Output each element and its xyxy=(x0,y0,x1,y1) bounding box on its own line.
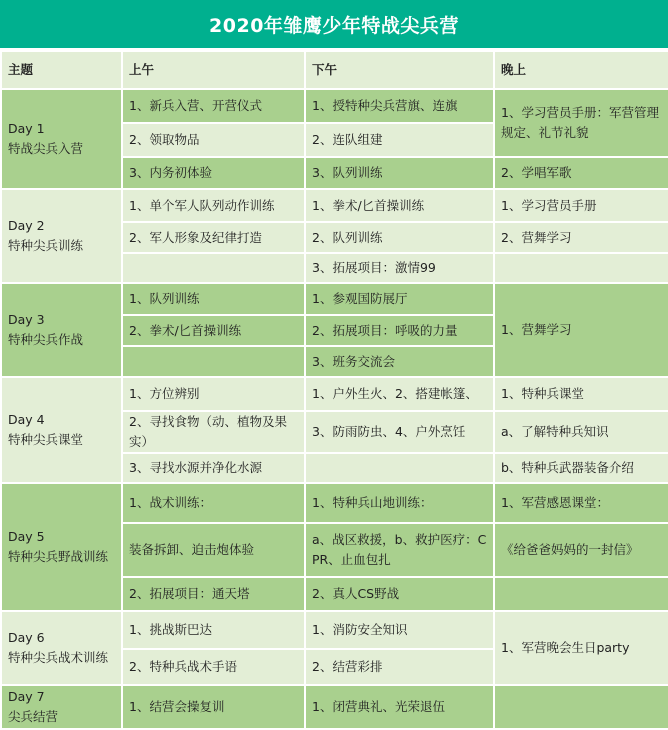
day-theme-name: 特种尖兵作战 xyxy=(8,332,84,347)
title-bar xyxy=(0,0,668,50)
evening-cell: 1、特种兵课堂 xyxy=(494,377,668,411)
day-theme-cell xyxy=(1,189,122,283)
morning-cell: 3、内务初体验 xyxy=(122,157,305,189)
morning-cell: 1、队列训练 xyxy=(122,283,305,315)
day-label: Day 3 xyxy=(8,312,45,327)
morning-cell: 1、战术训练： xyxy=(122,483,305,523)
morning-cell: 1、单个军人队列动作训练 xyxy=(122,189,305,222)
afternoon-cell: 1、消防安全知识 xyxy=(305,611,494,649)
morning-cell: 2、军人形象及纪律打造 xyxy=(122,222,305,253)
table-row xyxy=(1,483,668,523)
day-label: Day 1 xyxy=(8,121,45,136)
header-afternoon: 下午 xyxy=(305,51,494,89)
header-evening: 晚上 xyxy=(494,51,668,89)
evening-cell: 《给爸爸妈妈的一封信》 xyxy=(494,523,668,577)
afternoon-cell: 1、特种兵山地训练： xyxy=(305,483,494,523)
day-label: Day 5 xyxy=(8,529,45,544)
morning-cell: 1、方位辨别 xyxy=(122,377,305,411)
afternoon-cell: 3、班务交流会 xyxy=(305,346,494,377)
evening-cell: 1、军营感恩课堂： xyxy=(494,483,668,523)
table-row xyxy=(1,283,668,315)
evening-cell: 1、军营晚会生日party xyxy=(494,611,668,685)
morning-cell: 2、寻找食物（动、植物及果实） xyxy=(122,411,305,453)
day-theme-cell xyxy=(1,611,122,685)
morning-cell: 2、特种兵战术手语 xyxy=(122,649,305,685)
header-row xyxy=(1,51,668,89)
day-label: Day 7 xyxy=(8,689,45,704)
afternoon-cell: 2、真人CS野战 xyxy=(305,577,494,611)
day-theme-name: 特种尖兵训练 xyxy=(8,238,84,253)
morning-cell xyxy=(122,253,305,283)
afternoon-cell: 3、队列训练 xyxy=(305,157,494,189)
afternoon-cell: 3、防雨防虫、4、户外烹饪 xyxy=(305,411,494,453)
day-theme-name: 特种尖兵野战训练 xyxy=(8,549,109,564)
morning-cell: 2、拳术/匕首操训练 xyxy=(122,315,305,346)
morning-cell: 3、寻找水源并净化水源 xyxy=(122,453,305,483)
evening-cell: a、了解特种兵知识 xyxy=(494,411,668,453)
morning-cell: 2、拓展项目：通天塔 xyxy=(122,577,305,611)
afternoon-cell: 1、闭营典礼、光荣退伍 xyxy=(305,685,494,729)
afternoon-cell: 2、队列训练 xyxy=(305,222,494,253)
evening-cell xyxy=(494,577,668,611)
morning-cell: 1、新兵入营、开营仪式 xyxy=(122,89,305,123)
evening-cell xyxy=(494,253,668,283)
day-theme-cell xyxy=(1,685,122,729)
day-label: Day 6 xyxy=(8,630,45,645)
morning-cell: 装备拆卸、迫击炮体验 xyxy=(122,523,305,577)
day-theme-cell xyxy=(1,377,122,483)
afternoon-cell: 1、参观国防展厅 xyxy=(305,283,494,315)
day-theme-name: 特战尖兵入营 xyxy=(8,141,84,156)
table-row xyxy=(1,611,668,649)
afternoon-cell: 2、结营彩排 xyxy=(305,649,494,685)
evening-cell: 2、营舞学习 xyxy=(494,222,668,253)
afternoon-cell: 3、拓展项目：激情99 xyxy=(305,253,494,283)
schedule-table xyxy=(0,50,668,730)
day-label: Day 2 xyxy=(8,218,45,233)
afternoon-cell: 1、户外生火、2、搭建帐篷、 xyxy=(305,377,494,411)
afternoon-cell: 1、授特种尖兵营旗、连旗 xyxy=(305,89,494,123)
table-row xyxy=(1,685,668,729)
afternoon-cell xyxy=(305,453,494,483)
header-morning: 上午 xyxy=(122,51,305,89)
day-label: Day 4 xyxy=(8,412,45,427)
evening-cell: 2、学唱军歌 xyxy=(494,157,668,189)
morning-cell xyxy=(122,346,305,377)
day-theme-cell xyxy=(1,89,122,189)
afternoon-cell: 2、拓展项目：呼吸的力量 xyxy=(305,315,494,346)
morning-cell: 1、结营会操复训 xyxy=(122,685,305,729)
table-row xyxy=(1,377,668,411)
evening-cell xyxy=(494,685,668,729)
afternoon-cell: 2、连队组建 xyxy=(305,123,494,157)
evening-cell: b、特种兵武器装备介绍 xyxy=(494,453,668,483)
day-theme-cell xyxy=(1,483,122,611)
afternoon-cell: 1、拳术/匕首操训练 xyxy=(305,189,494,222)
evening-cell: 1、学习营员手册 xyxy=(494,189,668,222)
day-theme-cell xyxy=(1,283,122,377)
morning-cell: 1、挑战斯巴达 xyxy=(122,611,305,649)
day-theme-name: 特种尖兵课堂 xyxy=(8,432,84,447)
day-theme-name: 特种尖兵战术训练 xyxy=(8,650,109,665)
table-row xyxy=(1,89,668,123)
afternoon-cell: a、战区救援，b、救护医疗：CPR、止血包扎 xyxy=(305,523,494,577)
table-row xyxy=(1,189,668,222)
evening-cell: 1、营舞学习 xyxy=(494,283,668,377)
header-theme: 主题 xyxy=(1,51,122,89)
day-theme-name: 尖兵结营 xyxy=(8,709,59,724)
page-title: 2020年雏鹰少年特战尖兵营 xyxy=(209,14,459,37)
morning-cell: 2、领取物品 xyxy=(122,123,305,157)
evening-cell: 1、学习营员手册：军营管理规定、礼节礼貌 xyxy=(494,89,668,157)
